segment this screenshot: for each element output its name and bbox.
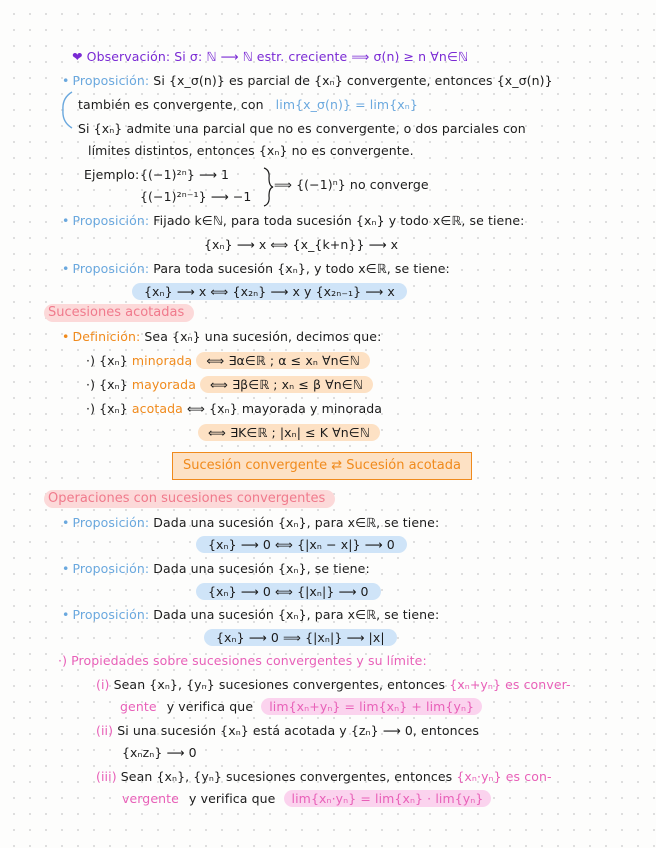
prop-i-line1: [96, 676, 571, 694]
right-brace-icon: [262, 166, 274, 208]
def-item1-pre: ·) {xₙ}: [86, 353, 128, 368]
bullet-icon: •: [62, 73, 70, 88]
prop3-text: Para toda sucesión {xₙ}, y todo x∈ℝ, se tiene:: [153, 261, 450, 276]
prop1-text3: Si {xₙ} admite una parcial que no es convergente, o dos parciales con: [78, 121, 526, 136]
example-label: Ejemplo:: [84, 167, 140, 182]
definicion-line: [62, 328, 381, 346]
def-item1-post: ⟺ ∃α∈ℝ ; α ≤ xₙ ∀n∈ℕ: [196, 352, 369, 369]
prop6-formula-text: {xₙ} ⟶ 0 ⟹ {|xₙ|} ⟶ |x|: [204, 629, 397, 646]
prop2-formula: [204, 236, 398, 254]
prop3-formula: [132, 283, 407, 301]
example-bottom: {(−1)²ⁿ⁻¹} ⟶ −1: [140, 189, 252, 204]
prop2-formula-text: {xₙ} ⟶ x ⟺ {x_{k+n}} ⟶ x: [204, 237, 399, 252]
prop1-line2: [78, 96, 418, 114]
prop-iii-formula: lim{xₙ·yₙ} = lim{xₙ} · lim{yₙ}: [284, 790, 492, 807]
bullet-icon: •: [62, 329, 70, 344]
prop1-lim: lim{x_σ(n)} = lim{xₙ}: [275, 97, 418, 112]
prop-iii-line2: [122, 790, 491, 808]
boxed-result: Sucesión convergente ⇄ Sucesión acotada: [172, 452, 472, 480]
prop3-formula-text: {xₙ} ⟶ x ⟺ {x₂ₙ} ⟶ x y {x₂ₙ₋₁} ⟶ x: [132, 283, 407, 300]
prop2-text: Fijado k∈ℕ, para toda sucesión {xₙ} y todo x∈ℝ, se tiene:: [153, 213, 525, 228]
prop-ii-num: (ii): [96, 723, 114, 738]
definicion-label: Definición:: [72, 329, 141, 344]
def-item2-word: mayorada: [131, 377, 196, 392]
def-item-minorada: [86, 352, 370, 370]
def-item-mayorada: [86, 376, 373, 394]
prop-i-formula: lim{xₙ+yₙ} = lim{xₙ} + lim{yₙ}: [261, 698, 482, 715]
prop1-label: Proposición:: [72, 73, 150, 88]
prop4-formula-text: {xₙ} ⟶ 0 ⟺ {|xₙ − x|} ⟶ 0: [196, 536, 407, 553]
observacion-line: [72, 48, 468, 66]
definicion-text: Sea {xₙ} una sucesión, decimos que:: [144, 329, 382, 344]
prop-i-pink: {xₙ+yₙ} es conver-: [449, 677, 571, 692]
prop1-line3: [78, 120, 526, 138]
prop3-line: [62, 260, 450, 278]
prop5-label: Proposición:: [72, 561, 150, 576]
bullet-icon: •: [62, 261, 70, 276]
section-operaciones: Operaciones con sucesiones convergentes: [44, 490, 335, 508]
prop-ii-line1: [96, 722, 479, 740]
prop4-line: [62, 514, 439, 532]
prop-i-gente: gente: [120, 699, 157, 714]
prop6-formula: [204, 629, 397, 647]
prop1-line4: [88, 142, 414, 160]
prop-iii-line1: [96, 768, 552, 786]
heart-icon: ❤: [72, 49, 83, 64]
prop3-label: Proposición:: [72, 261, 150, 276]
prop1-text4: límites distintos, entonces {xₙ} no es convergente.: [88, 143, 414, 158]
def-item3-pre: ·) {xₙ}: [86, 401, 128, 416]
prop-iii-vergente: vergente: [122, 791, 179, 806]
prop2-line: [62, 212, 524, 230]
observacion-label: Observación:: [86, 49, 171, 64]
bullet-icon: •: [62, 561, 70, 576]
prop5-formula-text: {xₙ} ⟶ 0 ⟺ {|xₙ|} ⟶ 0: [196, 583, 381, 600]
prop-iii-verifica: y verifica que: [189, 791, 276, 806]
prop4-label: Proposición:: [72, 515, 150, 530]
prop2-label: Proposición:: [72, 213, 150, 228]
def-item-acotada-2: [198, 424, 380, 442]
prop-ii-text: Si una sucesión {xₙ} está acotada y {zₙ} ⟶ 0, entonces: [117, 723, 480, 738]
prop-i-text: Sean {xₙ}, {yₙ} sucesiones convergentes, entonces: [113, 677, 446, 692]
prop-i-verifica: y verifica que: [166, 699, 254, 714]
def-item1-word: minorada: [131, 353, 193, 368]
section-sucesiones-acotadas: Sucesiones acotadas: [44, 304, 194, 322]
prop1-line1: [62, 72, 553, 90]
def-item2-post: ⟺ ∃β∈ℝ ; xₙ ≤ β ∀n∈ℕ: [200, 376, 373, 393]
prop6-label: Proposición:: [72, 607, 150, 622]
prop5-line: [62, 560, 370, 578]
def-item3-post: ⟺ {xₙ} mayorada y minorada: [187, 401, 382, 416]
bullet-icon: •: [62, 607, 70, 622]
prop-i-num: (i): [96, 677, 110, 692]
prop-iii-pink: {xₙ·yₙ} es con-: [456, 769, 552, 784]
bullet-icon: •: [62, 515, 70, 530]
def-item3-line2: ⟺ ∃K∈ℝ ; |xₙ| ≤ K ∀n∈ℕ: [198, 424, 380, 441]
prop-i-line2: [120, 698, 482, 716]
def-item3-word: acotada: [131, 401, 183, 416]
left-bracket-icon: [60, 90, 74, 130]
prop1-text2a: también es convergente, con: [78, 97, 264, 112]
prop6-text: Dada una sucesión {xₙ}, para x∈ℝ, se tiene:: [153, 607, 440, 622]
prop-iii-num: (iii): [96, 769, 117, 784]
bullet-icon: •: [62, 213, 70, 228]
prop-iii-text: Sean {xₙ}, {yₙ} sucesiones convergentes, entonces: [120, 769, 453, 784]
prop4-text: Dada una sucesión {xₙ}, para x∈ℝ, se tiene:: [153, 515, 440, 530]
prop5-text: Dada una sucesión {xₙ}, se tiene:: [153, 561, 370, 576]
def-item2-pre: ·) {xₙ}: [86, 377, 128, 392]
example-top: {(−1)²ⁿ} ⟶ 1: [140, 167, 230, 182]
observacion-text: Si σ: ℕ ⟶ ℕ estr. creciente ⟹ σ(n) ≥ n ∀n∈ℕ: [174, 49, 469, 64]
prop4-formula: [196, 536, 407, 554]
propiedades-title: ·) Propiedades sobre sucesiones convergentes y su límite:: [58, 653, 427, 668]
def-item-acotada: [86, 400, 382, 418]
prop5-formula: [196, 583, 381, 601]
prop1-text1: Si {x_σ(n)} es parcial de {xₙ} convergente, entonces {x_σ(n)}: [153, 73, 553, 88]
prop6-line: [62, 606, 439, 624]
example-result: ⟹ {(−1)ⁿ} no converge: [274, 177, 429, 192]
prop-ii-line2: {xₙzₙ} ⟶ 0: [122, 745, 197, 760]
